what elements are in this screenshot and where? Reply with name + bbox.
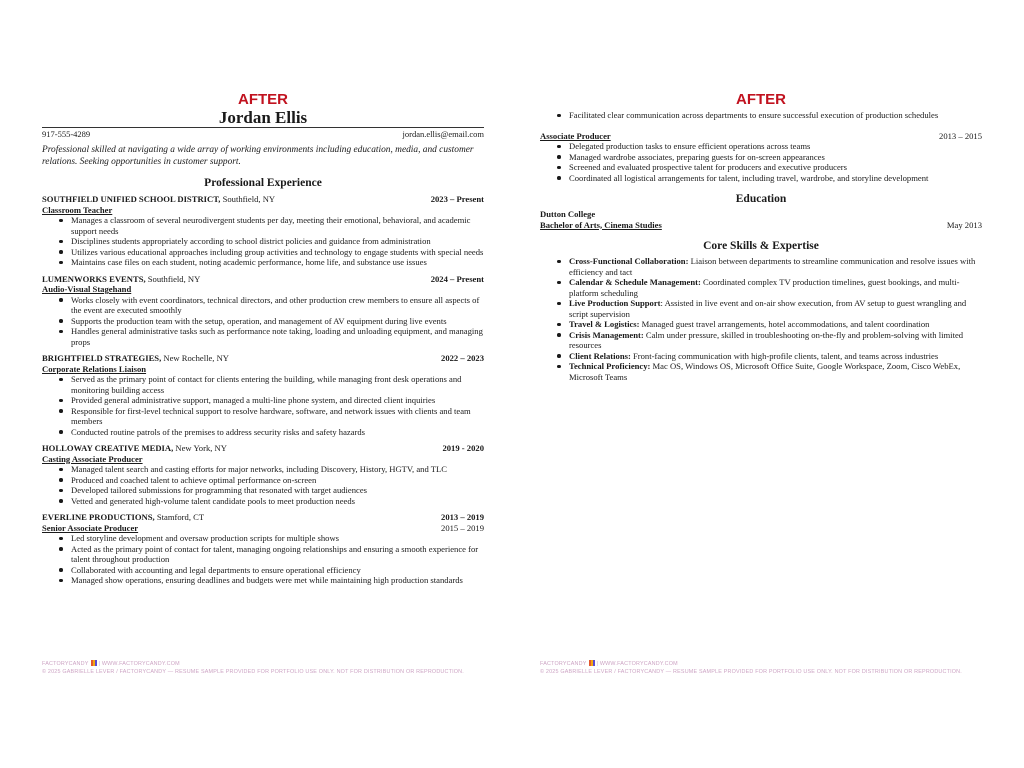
job-dates: 2013 – 2019	[441, 512, 484, 522]
skill-item	[569, 351, 982, 362]
job-role: Classroom Teacher	[42, 204, 113, 215]
role-dates: 2015 – 2019	[441, 522, 484, 533]
job-role: Corporate Relations Liaison	[42, 363, 147, 374]
company-location: New Rochelle, NY	[161, 353, 230, 363]
company-name: HOLLOWAY CREATIVE MEDIA,	[42, 443, 174, 453]
bullet-item: Supports the production team with the setup, operation, and management of AV equipment during live events	[71, 316, 484, 327]
job-entry	[42, 512, 484, 586]
bullet-item: Managed wardrobe associates, preparing guests for on-screen appearances	[569, 152, 982, 163]
skill-item	[569, 330, 982, 351]
footer-website: | WWW.FACTORYCANDY.COM	[596, 661, 678, 667]
footer-copyright: © 2025 GABRIELLE LEVER / FACTORYCANDY — RESUME SAMPLE PROVIDED FOR PORTFOLIO USE ONLY. NOT FOR DISTRIBUTION OR REPRODUCTION.	[42, 669, 464, 675]
bullet-item: Handles general administrative tasks such as performance note taking, loading and unloading equipment, and managing props	[71, 326, 483, 347]
bullet-list	[42, 464, 484, 506]
bullet-item: Managed show operations, ensuring deadlines and budgets were met while maintaining high production standards	[71, 575, 484, 586]
company-name: BRIGHTFIELD STRATEGIES,	[42, 353, 162, 363]
bullet-item: Screened and evaluated prospective talent for producers and executive producers	[569, 162, 982, 173]
job-entry	[42, 353, 484, 437]
skill-text: Calm under pressure, skilled in troubleshooting on-the-fly and problem-solving with limited resources	[569, 329, 964, 350]
brand-logo-icon	[91, 660, 97, 666]
bullet-item: Manages a classroom of several neurodivergent students per day, meeting their emotional, behavioral, and academic support needs	[71, 215, 484, 236]
bullet-item: Disciplines students appropriately according to school district policies and guidance from administration	[71, 236, 484, 247]
bullet-item: Produced and coached talent to achieve optimal performance on-screen	[71, 475, 484, 486]
contact-row	[42, 127, 484, 140]
footer-copyright: © 2025 GABRIELLE LEVER / FACTORYCANDY — RESUME SAMPLE PROVIDED FOR PORTFOLIO USE ONLY. NOT FOR DISTRIBUTION OR REPRODUCTION.	[540, 669, 962, 675]
bullet-item: Conducted routine patrols of the premises to address security risks and safety hazards	[71, 427, 484, 438]
role-dates: 2013 – 2015	[939, 130, 982, 141]
skill-item	[569, 319, 982, 330]
education-date: May 2013	[946, 219, 982, 230]
company-location: Stamford, CT	[154, 512, 205, 522]
bullet-item: Facilitated clear communication across departments to ensure successful execution of production schedules	[569, 110, 982, 121]
job-dates: 2024 – Present	[430, 273, 484, 284]
job-dates: 2023 – Present	[430, 194, 484, 204]
bullet-list	[540, 110, 982, 121]
job-header	[42, 512, 484, 523]
company-location: Southfield, NY	[220, 194, 276, 204]
job-role: Associate Producer	[540, 130, 611, 141]
candidate-name: Jordan Ellis	[218, 108, 308, 127]
skill-item	[569, 256, 982, 277]
skill-label: Travel & Logistics:	[569, 319, 640, 329]
bullet-item: Responsible for first-level technical support to resolve hardware, software, and network issues with clients and team members	[71, 406, 484, 427]
job-dates: 2019 - 2020	[442, 443, 484, 453]
company-name: EVERLINE PRODUCTIONS,	[42, 512, 155, 522]
skill-label: Technical Proficiency:	[569, 361, 651, 371]
bullet-item: Led storyline development and oversaw production scripts for multiple shows	[71, 533, 484, 544]
section-title-skills: Core Skills & Expertise	[703, 240, 819, 252]
bullet-item: Collaborated with accounting and legal departments to ensure operational efficiency	[71, 565, 484, 576]
bullet-item: Vetted and generated high-volume talent candidate pools to meet production needs	[71, 496, 484, 507]
bullet-item: Developed tailored submissions for programming that resonated with target audiences	[71, 485, 484, 496]
company-location: New York, NY	[173, 443, 227, 453]
bullet-item: Acted as the primary point of contact for talent, managing ongoing relationships and ensuring a smooth experience for talent throughout production	[71, 544, 484, 565]
job-header	[42, 194, 484, 205]
job-header	[42, 274, 484, 285]
skill-label: Live Production Support	[569, 298, 661, 308]
role-row	[540, 131, 982, 142]
skill-label: Cross-Functional Collaboration:	[569, 256, 689, 266]
bullet-list	[42, 533, 484, 586]
job-header	[42, 353, 484, 364]
summary: Professional skilled at navigating a wide array of working environments including education, media, and customer relations. Seeking opportunities in customer support.	[42, 145, 474, 167]
resume-page-2	[540, 92, 982, 382]
education-row	[540, 220, 982, 231]
job-entry	[42, 194, 484, 268]
page-footer	[42, 660, 484, 676]
skill-item	[569, 277, 982, 298]
job-role: Audio-Visual Stagehand	[42, 284, 132, 294]
after-heading: AFTER	[238, 91, 288, 108]
skill-label: Crisis Management:	[569, 329, 644, 340]
resume-page-1	[42, 92, 484, 592]
skill-text: Mac OS, Windows OS, Microsoft Office Suite, Google Workspace, Zoom, Cisco WebEx, Microsoft Teams	[569, 361, 961, 382]
footer-line	[540, 660, 982, 668]
bullet-item: Served as the primary point of contact for clients entering the building, while managing front desk operations and monitoring building access	[71, 374, 484, 395]
footer-website: | WWW.FACTORYCANDY.COM	[98, 661, 180, 667]
job-entry	[540, 131, 982, 184]
section-title-education: Education	[735, 193, 787, 205]
bullet-item: Works closely with event coordinators, technical directors, and other production crew members to ensure all aspects of the event are executed smoothly	[71, 295, 484, 316]
footer-line	[42, 660, 484, 668]
skill-text: Coordinated complex TV production timelines, guest bookings, and multi-platform scheduling	[569, 277, 960, 298]
bullet-item: Delegated production tasks to ensure efficient operations across teams	[569, 141, 982, 152]
skill-text: Front-facing communication with high-profile clients, talent, and teams across industries	[630, 350, 939, 361]
email: jordan.ellis@email.com	[402, 129, 484, 139]
bullet-list	[42, 374, 484, 437]
skill-text: : Assisted in live event and on-air show execution, from AV setup to guest wrangling and script supervision	[569, 298, 967, 319]
job-role: Senior Associate Producer	[42, 522, 139, 533]
skill-label: Calendar & Schedule Management:	[569, 277, 701, 287]
after-heading: AFTER	[736, 91, 786, 108]
company-name: LUMENWORKS EVENTS,	[42, 273, 146, 284]
bullet-item: Provided general administrative support, managed a multi-line phone system, and directed client inquiries	[71, 395, 484, 406]
bullet-item: Utilizes various educational approaches including group activities and technology to engage students with special needs	[71, 246, 484, 257]
brand-logo-icon	[589, 660, 595, 666]
bullet-item: Coordinated all logistical arrangements for talent, including travel, wardrobe, and storyline development	[569, 173, 982, 184]
skill-item	[569, 361, 982, 382]
skills-list	[540, 256, 982, 382]
job-entry	[42, 274, 484, 348]
company-location: Southfield, NY	[145, 273, 201, 284]
phone: 917-555-4289	[42, 129, 91, 139]
skill-text: Managed guest travel arrangements, hotel accommodations, and talent coordination	[639, 319, 930, 329]
company-name: SOUTHFIELD UNIFIED SCHOOL DISTRICT,	[42, 194, 221, 204]
skill-text: Liaison between departments to streamline communication and resolve issues with efficiency and tact	[569, 256, 976, 277]
education-degree: Bachelor of Arts, Cinema Studies	[540, 219, 662, 230]
job-dates: 2022 – 2023	[441, 353, 484, 363]
skill-label: Client Relations:	[569, 350, 631, 361]
bullet-item: Managed talent search and casting efforts for major networks, including Discovery, History, HGTV, and TLC	[71, 464, 484, 475]
footer-brand: FACTORYCANDY	[42, 661, 89, 667]
footer-brand: FACTORYCANDY	[540, 661, 587, 667]
bullet-list	[42, 215, 484, 268]
skill-item	[569, 298, 982, 319]
bullet-list	[42, 295, 484, 348]
bullet-list	[540, 141, 982, 183]
page-footer	[540, 660, 982, 676]
education-school: Dutton College	[540, 209, 596, 219]
job-header	[42, 443, 484, 454]
job-role: Casting Associate Producer	[42, 453, 143, 464]
section-title-experience: Professional Experience	[204, 177, 322, 189]
job-entry	[42, 443, 484, 506]
role-row	[42, 523, 484, 534]
bullet-item: Maintains case files on each student, noting academic performance, home life, and substance use issues	[71, 257, 484, 268]
